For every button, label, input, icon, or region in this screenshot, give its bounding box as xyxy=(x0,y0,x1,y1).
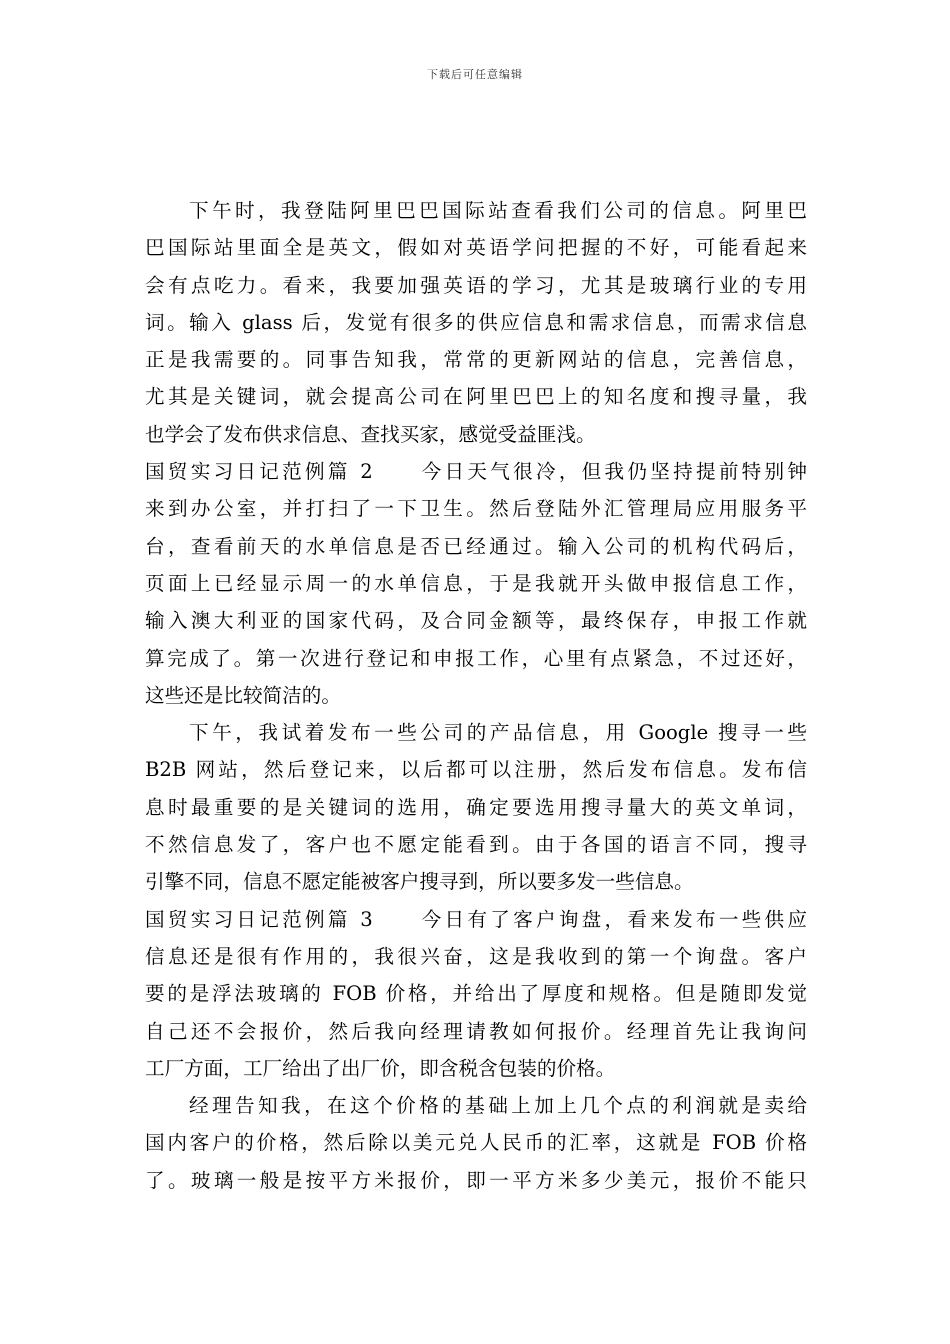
text-line: 输入澳大利亚的国家代码，及合同金额等，最终保存，申报工作就 xyxy=(145,609,807,633)
text-line: 不然信息发了，客户也不愿定能看到。由于各国的语言不同，搜寻 xyxy=(145,833,807,857)
text-line: 来到办公室，并打扫了一下卫生。然后登陆外汇管理局应用服务平 xyxy=(145,497,807,521)
text-line: 下午时，我登陆阿里巴巴国际站查看我们公司的信息。阿里巴 xyxy=(189,199,807,222)
text-line: 这些还是比较简洁的。 xyxy=(145,683,341,707)
text-line: 页面上已经显示周一的水单信息，于是我就开头做申报信息工作， xyxy=(145,571,807,595)
text-line: 正是我需要的。同事告知我，常常的更新网站的信息，完善信息， xyxy=(145,348,807,372)
section-heading-line: 国贸实习日记范例篇 2 今日天气很冷，但我仍坚持提前特别钟 xyxy=(145,460,807,484)
text-line: 巴国际站里面全是英文，假如对英语学问把握的不好，可能看起来 xyxy=(145,236,807,260)
text-line: 工厂方面，工厂给出了出厂价，即含税含包装的价格。 xyxy=(145,1056,616,1080)
section-heading-line: 国贸实习日记范例篇 3 今日有了客户询盘，看来发布一些供应 xyxy=(145,907,807,931)
text-line: 会有点吃力。看来，我要加强英语的学习，尤其是玻璃行业的专用 xyxy=(145,273,807,297)
text-line: 词。输入 glass 后，发觉有很多的供应信息和需求信息，而需求信息 xyxy=(145,310,807,334)
text-line: 息时最重要的是关键词的选用，确定要选用搜寻量大的英文单词， xyxy=(145,795,807,819)
text-line: 要的是浮法玻璃的 FOB 价格，并给出了厚度和规格。但是随即发觉 xyxy=(145,982,807,1006)
text-line: 经理告知我，在这个价格的基础上加上几个点的利润就是卖给 xyxy=(189,1094,807,1118)
text-line: 下午，我试着发布一些公司的产品信息，用 Google 搜寻一些 xyxy=(189,721,807,745)
text-line: 了。玻璃一般是按平方米报价，即一平方米多少美元，报价不能只 xyxy=(145,1168,807,1192)
text-line: 国内客户的价格，然后除以美元兑人民币的汇率，这就是 FOB 价格 xyxy=(145,1131,807,1155)
text-line: 尤其是关键词，就会提高公司在阿里巴巴上的知名度和搜寻量，我 xyxy=(145,385,807,409)
text-line: 自己还不会报价，然后我向经理请教如何报价。经理首先让我询问 xyxy=(145,1019,807,1043)
text-line: 算完成了。第一次进行登记和申报工作，心里有点紧急，不过还好， xyxy=(145,646,807,670)
text-line: 也学会了发布供求信息、查找买家，感觉受益匪浅。 xyxy=(145,422,596,446)
text-line: 台，查看前天的水单信息是否已经通过。输入公司的机构代码后， xyxy=(145,534,807,558)
page-header: 下载后可任意编辑 xyxy=(427,68,523,81)
text-line: 引擎不同，信息不愿定能被客户搜寻到，所以要多发一些信息。 xyxy=(145,870,694,894)
text-line: 信息还是很有作用的，我很兴奋，这是我收到的第一个询盘。客户 xyxy=(145,944,807,968)
document-body xyxy=(145,192,807,1199)
text-line: B2B 网站，然后登记来，以后都可以注册，然后发布信息。发布信 xyxy=(145,758,807,782)
